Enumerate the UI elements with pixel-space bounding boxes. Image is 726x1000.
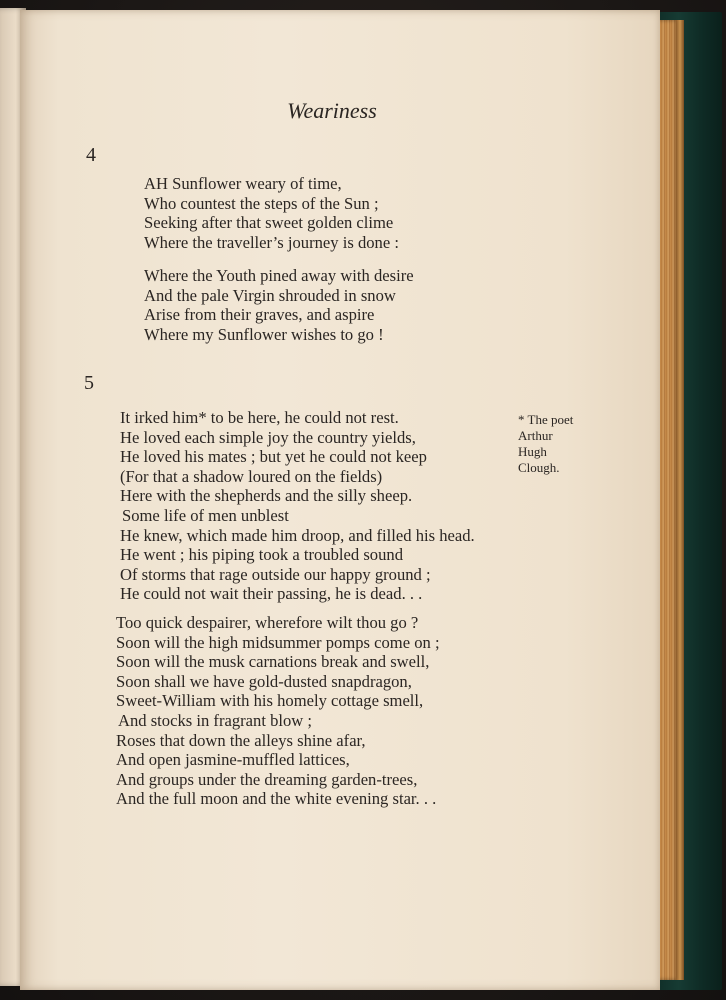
book-page: [20, 10, 660, 990]
footnote-line: Clough.: [518, 460, 560, 475]
poem-number-5: 5: [84, 372, 94, 394]
poem-5-stanza-1: [120, 408, 475, 604]
verse-line: Sweet-William with his homely cottage smell,: [116, 691, 424, 711]
verse-line: Soon shall we have gold-dusted snapdragon,: [116, 671, 412, 691]
verse-line: Too quick despairer, wherefore wilt thou go ?: [116, 613, 419, 632]
footnote: [518, 412, 573, 476]
poem-number-4: 4: [86, 144, 96, 166]
verse-line: Where the Youth pined away with desire: [144, 266, 414, 285]
verse-line: Soon will the high midsummer pomps come on ;: [116, 632, 440, 652]
page-title: Weariness: [287, 98, 377, 123]
verse-line: He loved each simple joy the country yields,: [120, 427, 416, 447]
verse-line: And groups under the dreaming garden-trees,: [116, 769, 418, 789]
verse-line: Who countest the steps of the Sun ;: [144, 193, 379, 213]
verse-line: And the pale Virgin shrouded in snow: [144, 285, 396, 305]
poem-4-stanza-1: [144, 174, 399, 252]
verse-line: He could not wait their passing, he is dead. . .: [120, 584, 423, 604]
verse-line: Where my Sunflower wishes to go !: [144, 324, 384, 344]
verse-line: Soon will the musk carnations break and swell,: [116, 652, 430, 672]
verse-line: Seeking after that sweet golden clime: [144, 213, 394, 233]
footnote-line: * The poet: [518, 412, 574, 427]
verse-line: Roses that down the alleys shine afar,: [116, 730, 366, 750]
verse-line: AH Sunflower weary of time,: [144, 174, 342, 193]
verse-line: Arise from their graves, and aspire: [144, 305, 375, 325]
verse-line: Some life of men unblest: [122, 505, 289, 525]
verse-line: He loved his mates ; but yet he could not keep: [120, 447, 427, 467]
verse-line: Here with the shepherds and the silly sheep.: [120, 486, 413, 506]
footnote-line: Hugh: [518, 444, 547, 459]
verse-line: He knew, which made him droop, and filled his head.: [120, 525, 475, 545]
verse-line: (For that a shadow loured on the fields): [120, 466, 383, 486]
verse-line: He went ; his piping took a troubled sound: [120, 545, 403, 565]
verse-line: And the full moon and the white evening star. . .: [116, 789, 437, 809]
verse-line: And stocks in fragrant blow ;: [118, 710, 313, 730]
footnote-line: Arthur: [518, 428, 553, 443]
verse-line: It irked him* to be here, he could not rest.: [120, 408, 399, 427]
verse-line: And open jasmine-muffled lattices,: [116, 750, 350, 770]
poem-5-stanza-2: [116, 613, 440, 809]
poem-4-stanza-2: [144, 266, 414, 344]
verse-line: Of storms that rage outside our happy ground ;: [120, 564, 431, 584]
gilt-edge: [676, 20, 684, 980]
verse-line: Where the traveller’s journey is done :: [144, 232, 399, 252]
